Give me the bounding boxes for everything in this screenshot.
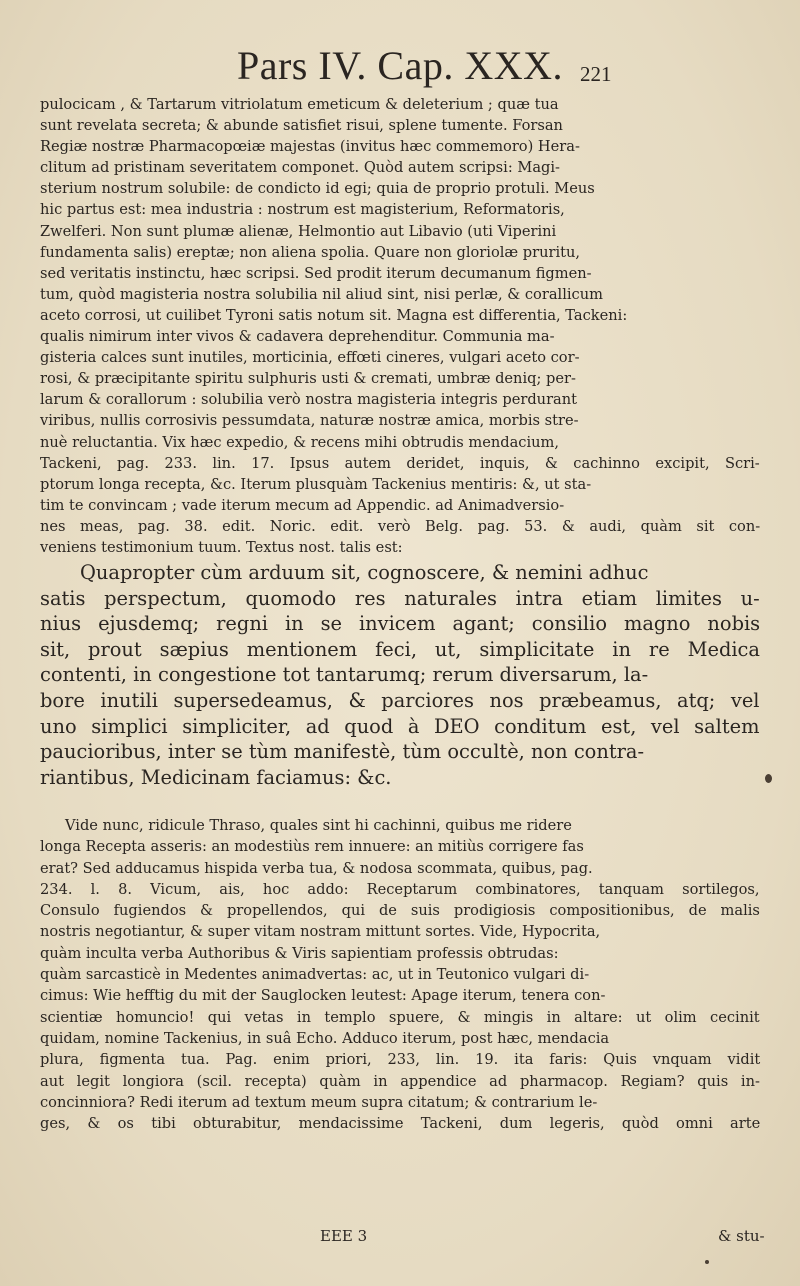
catchword: & stu- <box>718 1227 765 1245</box>
text-line: bore inutili supersedeamus, & parciores nos præbeamus, atq; vel <box>40 688 760 712</box>
page-number: 221 <box>580 62 612 86</box>
text-line: tum, quòd magisteria nostra solubilia nil aliud sint, nisi perlæ, & corallicum <box>40 285 603 303</box>
text-line: sit, prout sæpius mentionem feci, ut, simplicitate in re Medica <box>40 637 760 661</box>
text-line: longa Recepta asseris: an modestiùs rem innuere: an mitiùs corrigere fas <box>40 838 584 856</box>
text-line: nius ejusdemq; regni in se invicem agant; consilio magno nobis <box>40 612 761 636</box>
text-line: nuè reluctantia. Vix hæc expedio, & recens mihi obtrudis mendacium, <box>40 433 559 451</box>
text-line: nostris negotiantur, & super vitam nostram mittunt sortes. Vide, Hypocrita, <box>40 923 601 941</box>
text-line: contenti, in congestione tot tantarumq; rerum diversarum, la- <box>40 663 649 687</box>
text-line: paucioribus, inter se tùm manifestè, tùm occultè, non contra- <box>40 740 645 764</box>
text-line: veniens testimonium tuum. Textus nost. talis est: <box>40 538 403 556</box>
text-line: quàm sarcasticè in Medentes animadvertas: ac, ut in Teutonico vulgari di- <box>40 966 590 984</box>
text-line: clitum ad pristinam severitatem componet. Quòd autem scripsi: Magi- <box>40 159 560 177</box>
text-line: aceto corrosi, ut cuilibet Tyroni satis notum sit. Magna est differentia, Tackeni: <box>40 306 628 324</box>
paragraph-3 <box>40 815 760 1134</box>
ink-spot <box>705 1260 709 1264</box>
text-line: gisteria calces sunt inutiles, morticinia, effœti cineres, vulgari aceto cor- <box>40 349 580 367</box>
text-line: Regiæ nostræ Pharmacopœiæ majestas (invitus hæc commemoro) Hera- <box>40 138 580 156</box>
text-line: scientiæ homuncio! qui vetas in templo spuere, & mingis in altare: ut olim cecinit <box>40 1008 760 1026</box>
text-line: quàm inculta verba Authoribus & Viris sapientiam professis obtrudas: <box>40 944 559 962</box>
text-line: satis perspectum, quomodo res naturales intra etiam limites u- <box>40 586 760 610</box>
text-line: ptorum longa recepta, &c. Iterum plusquàm Tackenius mentiris: &, ut sta- <box>40 475 592 493</box>
text-line: Vide nunc, ridicule Thraso, quales sint hi cachinni, quibus me ridere <box>65 817 572 834</box>
text-line: erat? Sed adducamus hispida verba tua, & nodosa scommata, quibus, pag. <box>40 859 593 877</box>
text-line: pulocicam , & Tartarum vitriolatum emeticum & deleterium ; quæ tua <box>40 96 559 113</box>
text-line: riantibus, Medicinam faciamus: &c. <box>40 765 392 789</box>
text-line: Tackeni, pag. 233. lin. 17. Ipsus autem deridet, inquis, & cachinno excipit, Scri- <box>40 454 760 472</box>
text-line: sterium nostrum solubile: de condicto id egi; quia de proprio protuli. Meus <box>40 180 595 198</box>
running-head: Pars IV. Cap. XXX. <box>236 43 564 88</box>
text-line: rosi, & præcipitante spiritu sulphuris usti & cremati, umbræ deniq; per- <box>40 370 576 388</box>
text-line: hic partus est: mea industria : nostrum est magisterium, Reformatoris, <box>40 201 565 219</box>
text-line: concinniora? Redi iterum ad textum meum supra citatum; & contrarium le- <box>40 1093 598 1111</box>
text-line: sunt revelata secreta; & abunde satisfiet risui, splene tumente. Forsan <box>40 117 563 135</box>
text-line: plura, figmenta tua. Pag. enim priori, 233, lin. 19. ita faris: Quis vnquam vidit <box>40 1051 761 1069</box>
text-line: nes meas, pag. 38. edit. Noric. edit. verò Belg. pag. 53. & audi, quàm sit con- <box>40 517 761 535</box>
text-line: Zwelferi. Non sunt plumæ alienæ, Helmontio aut Libavio (uti Viperini <box>40 222 557 240</box>
text-line: ges, & os tibi obturabitur, mendacissime Tackeni, dum legeris, quòd omni arte <box>40 1115 761 1133</box>
text-line: 234. l. 8. Vicum, ais, hoc addo: Receptarum combinatores, tanquam sortilegos, <box>40 880 760 898</box>
text-line: quidam, nomine Tackenius, in suâ Echo. Adduco iterum, post hæc, mendacia <box>40 1029 610 1047</box>
text-line: Consulo fugiendos & propellendos, qui de suis prodigiosis compositionibus, de malis <box>40 902 760 920</box>
text-line: viribus, nullis corrosivis pessumdata, naturæ nostræ amica, morbis stre- <box>40 412 579 430</box>
text-line: aut legit longiora (scil. recepta) quàm in appendice ad pharmacop. Regiam? quis in- <box>40 1072 760 1090</box>
quoted-paragraph <box>40 560 760 790</box>
text-line: qualis nimirum inter vivos & cadavera deprehenditur. Communia ma- <box>40 328 555 346</box>
ink-spot <box>765 774 772 783</box>
text-line: tim te convincam ; vade iterum mecum ad Appendic. ad Animadversio- <box>40 496 565 514</box>
text-line: Quapropter cùm arduum sit, cognoscere, & nemini adhuc <box>80 561 649 584</box>
signature-mark: EEE 3 <box>320 1227 368 1245</box>
text-line: uno simplici simpliciter, ad quod à DEO conditum est, vel saltem <box>40 714 760 738</box>
text-line: sed veritatis instinctu, hæc scripsi. Sed prodit iterum decumanum figmen- <box>40 264 592 282</box>
text-line: larum & corallorum : solubilia verò nostra magisteria integris perdurant <box>40 391 578 409</box>
paragraph-1 <box>40 94 760 558</box>
text-line: fundamenta salis) ereptæ; non aliena spolia. Quare non gloriolæ pruritu, <box>40 243 581 261</box>
text-line: cimus: Wie hefftig du mit der Sauglocken leutest: Apage iterum, tenera con- <box>40 987 606 1005</box>
